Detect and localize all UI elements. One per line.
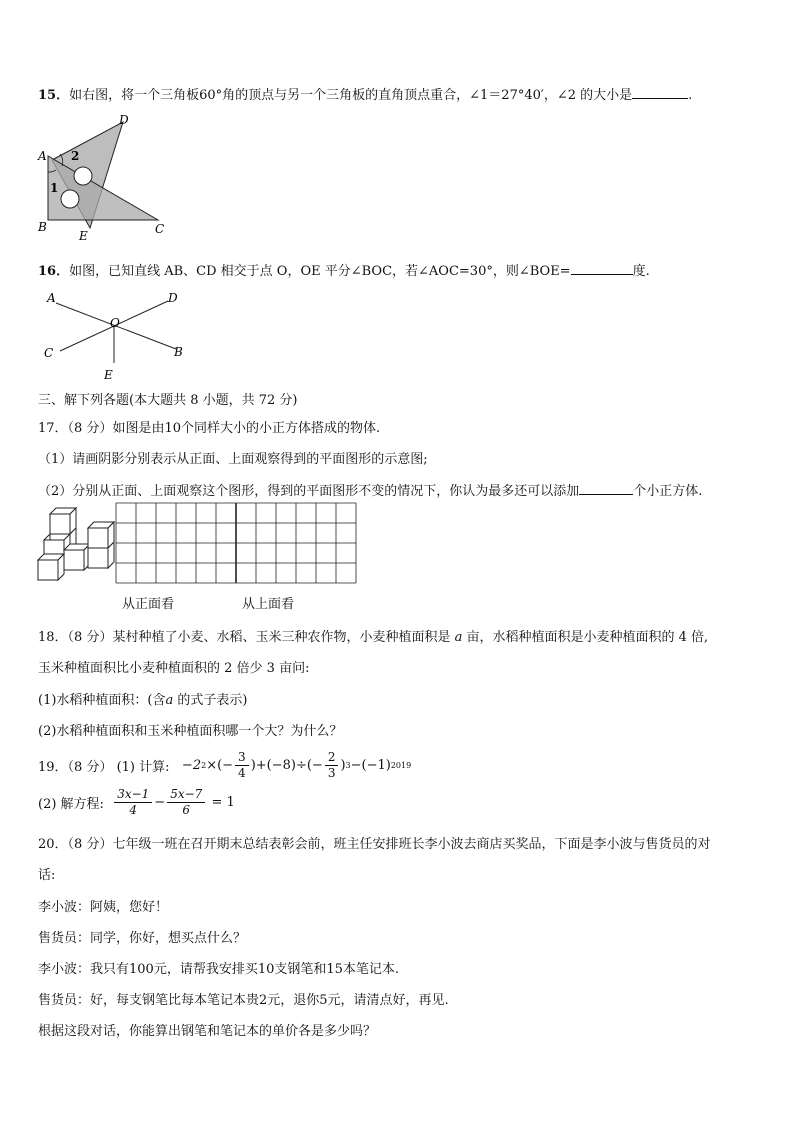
answer-blank [579,482,633,495]
label-B: B [174,345,183,359]
label-angle-1: 1 [50,181,59,195]
label-C: C [44,346,54,360]
fraction-lhs-2: $\frac{5x-7}{6}$ [167,787,205,818]
label-D: D [168,291,178,305]
caption-top-view: 从上面看 [242,597,295,612]
q18-part1: (1)水稻种植面积：(含a 的式子表示) [38,693,248,708]
q20-question: 根据这段对话，你能算出钢笔和笔记本的单价各是多少吗？ [38,1024,377,1039]
label-A: A [47,291,56,305]
q17-cube-figure [36,500,120,586]
label-angle-2: 2 [71,149,80,163]
label-O: O [110,316,120,330]
q17-part1: （1）请画阴影分别表示从正面、上面观察得到的平面图形的示意图; [38,452,428,467]
q17-head: 17．（8 分）如图是由10个同样大小的小正方体搭成的物体. [38,421,381,436]
q18-line2: 玉米种植面积比小麦种植面积的 2 倍少 3 亩问: [38,661,310,676]
answer-blank [632,86,688,99]
q20-dialogue-1: 李小波：阿姨，您好！ [38,900,169,915]
q20-line2: 话: [38,868,56,883]
q15-figure [30,110,180,245]
q17-part2: （2）分别从正面、上面观察这个图形，得到的平面图形不变的情况下，你认为最多还可以添加 个小正方体. [38,484,703,499]
q16-text: 16．如图，已知直线 AB、CD 相交于点 O，OE 平分∠BOC，若∠AOC=30°，则∠BOE= 度. [38,264,650,279]
label-A: A [38,149,47,163]
q20-dialogue-2: 售货员：同学，你好，想买点什么？ [38,931,247,946]
q20-line1: 20．（8 分）七年级一班在召开期末总结表彰会前，班主任安排班长李小波去商店买奖品，下面是李小波与售货员的对 [38,837,711,852]
q17-drawing-grid[interactable] [115,502,359,584]
label-E: E [104,368,113,382]
label-E: E [79,229,88,243]
q20-dialogue-4: 售货员：好，每支钢笔比每本笔记本贵2元，退你5元，请清点好，再见. [38,993,449,1008]
label-B: B [38,220,47,234]
section-title: 三、解下列各题(本大题共 8 小题，共 72 分) [38,393,298,408]
q18-line1: 18．（8 分）某村种植了小麦、水稻、玉米三种农作物，小麦种植面积是 a 亩，水稻种植面积是小麦种植面积的 4 倍, [38,630,709,645]
q19-part1: 19．（8 分） (1) 计算: −2 2 ×(− $\frac{3}{4}$ )+(−8)÷(− $\frac{2}{3}$ ) 3 −(−1) 2019 [38,749,412,780]
q15-text: 15．如右图，将一个三角板60°角的顶点与另一个三角板的直角顶点重合，∠1＝27°40′，∠2 的大小是 . [38,88,693,103]
answer-blank [571,262,633,275]
label-D: D [119,113,129,127]
q20-dialogue-3: 李小波：我只有100元，请帮我安排买10支钢笔和15本笔记本. [38,962,400,977]
hole-upper [74,167,92,185]
label-C: C [155,222,165,236]
fraction-2-3: $\frac{2}{3}$ [325,750,339,781]
q16-figure [38,285,198,383]
fraction-3-4: $\frac{3}{4}$ [235,750,249,781]
q19-part2: (2) 解方程: $\frac{3x-1}{4}$ − $\frac{5x-7}{6}$ = 1 [38,786,235,817]
fraction-lhs-1: $\frac{3x-1}{4}$ [114,787,152,818]
q18-part2: (2)水稻种植面积和玉米种植面积哪一个大？为什么？ [38,724,343,739]
caption-front-view: 从正面看 [122,597,175,612]
hole-lower [61,190,79,208]
